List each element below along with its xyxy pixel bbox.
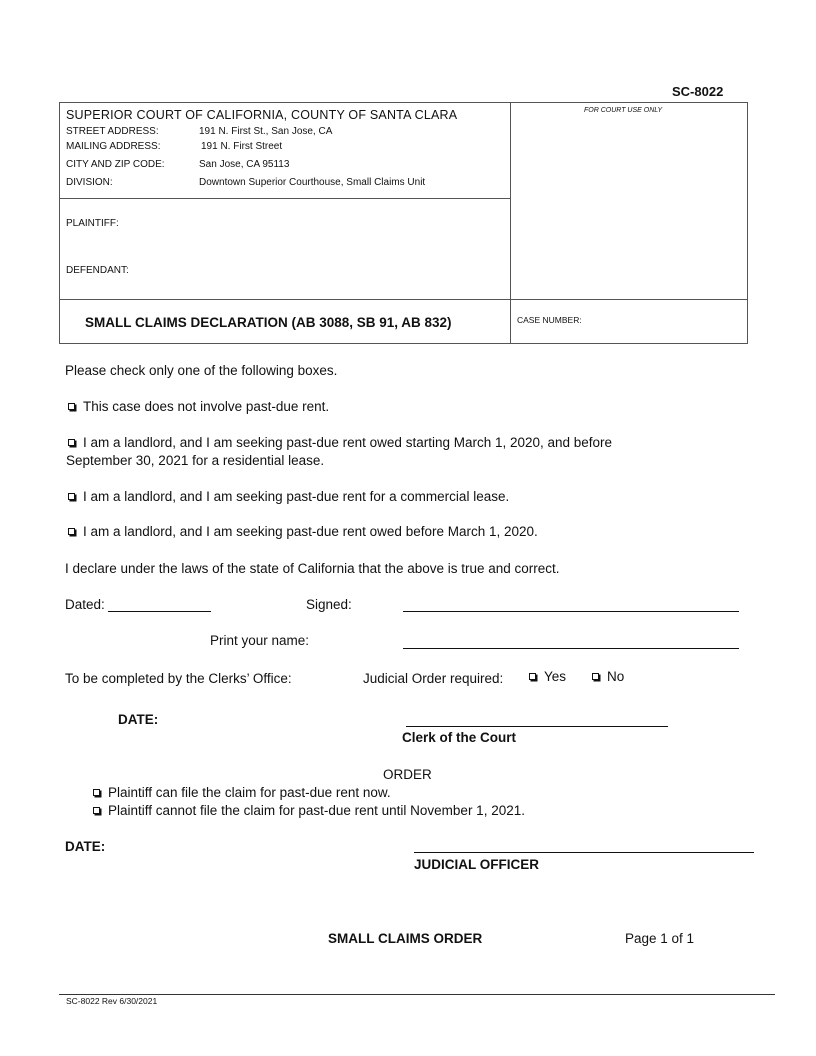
caption-divider-title bbox=[59, 299, 748, 300]
clerk-of-court-label: Clerk of the Court bbox=[402, 730, 517, 745]
declaration-statement: I declare under the laws of the state of California that the above is true and correct. bbox=[65, 561, 560, 576]
option-before-march-label: I am a landlord, and I am seeking past-due rent owed before March 1, 2020. bbox=[83, 524, 538, 539]
footer-title: SMALL CLAIMS ORDER bbox=[328, 931, 483, 946]
plaintiff-label: PLAINTIFF: bbox=[66, 218, 119, 229]
city-zip-value: San Jose, CA 95113 bbox=[199, 159, 290, 170]
caption-box bbox=[59, 102, 748, 344]
dated-label: Dated: bbox=[65, 597, 105, 612]
instructions: Please check only one of the following boxes. bbox=[65, 363, 338, 378]
order-date-label: DATE: bbox=[65, 839, 106, 854]
division-label: DIVISION: bbox=[66, 177, 113, 188]
order-option-later-label: Plaintiff cannot file the claim for past-due rent until November 1, 2021. bbox=[108, 803, 525, 818]
form-title: SMALL CLAIMS DECLARATION (AB 3088, SB 91, AB 832) bbox=[85, 315, 452, 330]
checkbox-before-march[interactable] bbox=[68, 528, 75, 535]
caption-divider-vertical bbox=[510, 102, 511, 344]
option-residential-label: I am a landlord, and I am seeking past-due rent owed starting March 1, 2020, and before bbox=[83, 435, 613, 450]
street-address-label: STREET ADDRESS: bbox=[66, 126, 159, 137]
option-before-march[interactable] bbox=[68, 524, 538, 539]
print-name-line[interactable] bbox=[403, 648, 739, 649]
caption-divider-court bbox=[59, 198, 510, 199]
checkbox-commercial[interactable] bbox=[68, 493, 75, 500]
dated-line[interactable] bbox=[108, 611, 211, 612]
court-name: SUPERIOR COURT OF CALIFORNIA, COUNTY OF SANTA CLARA bbox=[66, 108, 458, 122]
revision-label: SC-8022 Rev 6/30/2021 bbox=[66, 996, 158, 1006]
option-no-rent[interactable] bbox=[68, 399, 329, 414]
print-name-label: Print your name: bbox=[210, 633, 310, 648]
order-option-later[interactable] bbox=[93, 803, 525, 818]
option-commercial-label: I am a landlord, and I am seeking past-due rent for a commercial lease. bbox=[83, 489, 510, 504]
judicial-order-label: Judicial Order required: bbox=[363, 671, 504, 686]
order-option-now-label: Plaintiff can file the claim for past-due rent now. bbox=[108, 785, 391, 800]
court-use-only-label: FOR COURT USE ONLY bbox=[584, 107, 663, 114]
clerk-section-label: To be completed by the Clerks’ Office: bbox=[65, 671, 292, 686]
judicial-order-no[interactable] bbox=[592, 669, 624, 684]
city-zip-label: CITY AND ZIP CODE: bbox=[66, 159, 165, 170]
judicial-officer-signature-line[interactable] bbox=[414, 852, 754, 853]
case-number-label: CASE NUMBER: bbox=[517, 315, 582, 325]
checkbox-residential[interactable] bbox=[68, 439, 75, 446]
judicial-officer-label: JUDICIAL OFFICER bbox=[414, 857, 540, 872]
form-number: SC-8022 bbox=[672, 84, 724, 99]
street-address-value: 191 N. First St., San Jose, CA bbox=[199, 126, 333, 137]
checkbox-order-later[interactable] bbox=[93, 807, 100, 814]
judicial-order-yes[interactable] bbox=[529, 669, 566, 684]
signature-line[interactable] bbox=[403, 611, 739, 612]
page-number: Page 1 of 1 bbox=[625, 931, 695, 946]
order-option-now[interactable] bbox=[93, 785, 391, 800]
order-heading: ORDER bbox=[383, 767, 432, 782]
signed-label: Signed: bbox=[306, 597, 352, 612]
defendant-label: DEFENDANT: bbox=[66, 265, 129, 276]
footer-rule bbox=[59, 994, 775, 995]
checkbox-order-now[interactable] bbox=[93, 789, 100, 796]
checkbox-no-rent[interactable] bbox=[68, 403, 75, 410]
option-residential[interactable] bbox=[68, 435, 612, 450]
clerk-signature-line[interactable] bbox=[406, 726, 668, 727]
mailing-address-value: 191 N. First Street bbox=[201, 141, 283, 152]
clerk-date-label: DATE: bbox=[118, 712, 159, 727]
option-residential-line2: September 30, 2021 for a residential lease. bbox=[66, 453, 325, 468]
checkbox-no[interactable] bbox=[592, 673, 599, 680]
no-label: No bbox=[607, 669, 625, 684]
checkbox-yes[interactable] bbox=[529, 673, 536, 680]
option-no-rent-label: This case does not involve past-due rent. bbox=[83, 399, 330, 414]
yes-label: Yes bbox=[544, 669, 567, 684]
option-commercial[interactable] bbox=[68, 489, 509, 504]
division-value: Downtown Superior Courthouse, Small Claims Unit bbox=[199, 177, 426, 188]
mailing-address-label: MAILING ADDRESS: bbox=[66, 141, 161, 152]
